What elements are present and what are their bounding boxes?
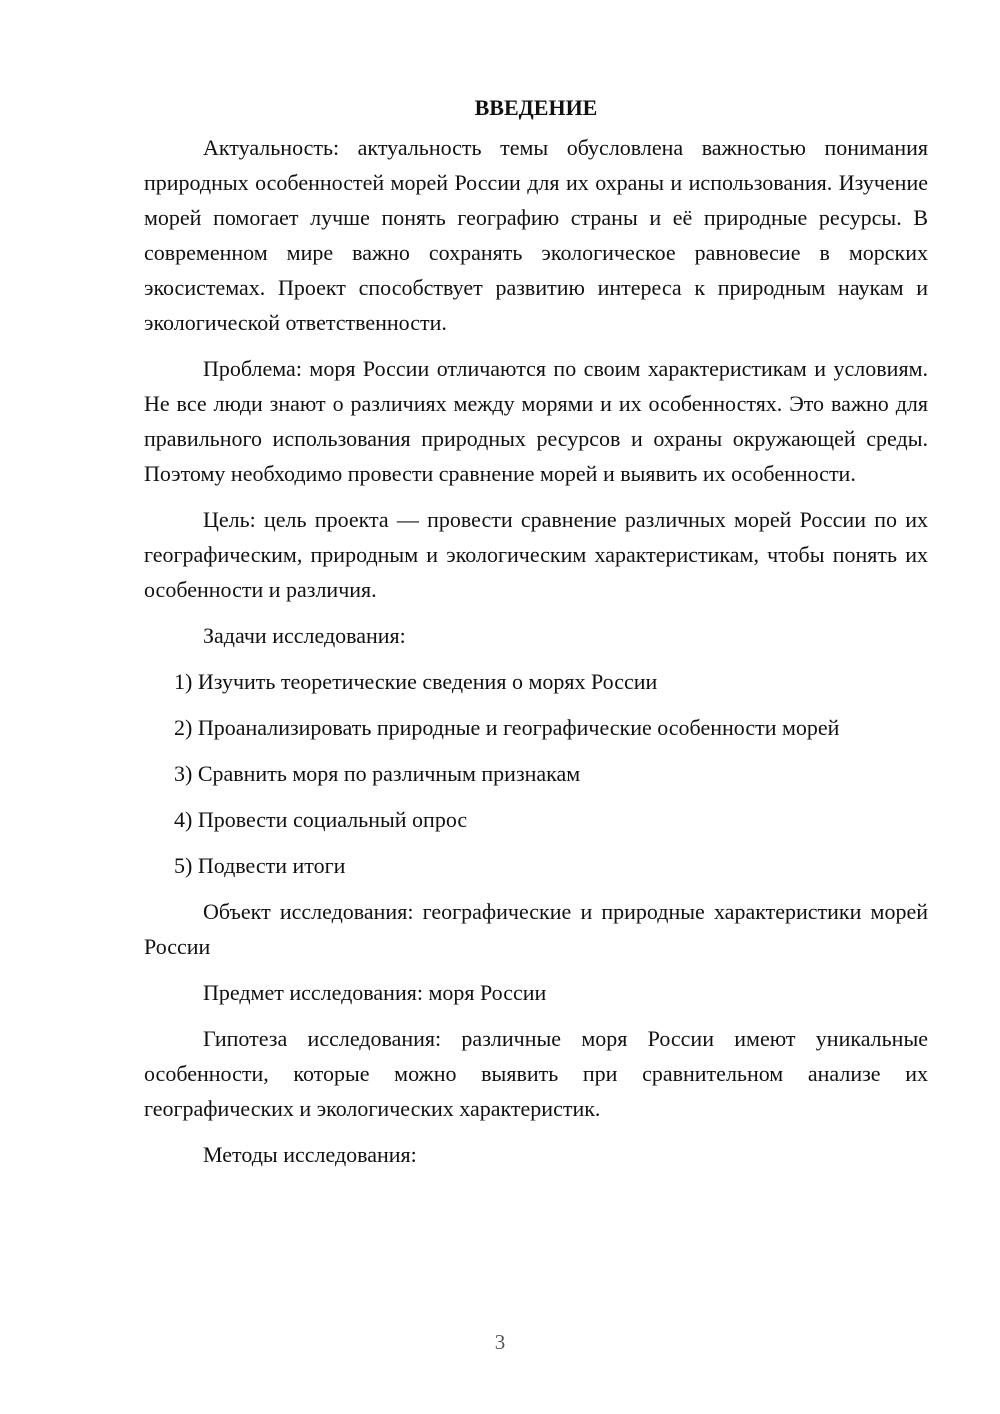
subject-paragraph: Предмет исследования: моря России	[203, 980, 547, 1005]
document-page	[144, 90, 928, 1183]
tasks-heading: Задачи исследования:	[203, 623, 406, 648]
task-item-5: 5) Подвести итоги	[174, 853, 346, 878]
methods-heading: Методы исследования:	[203, 1142, 417, 1167]
goal-paragraph: Цель: цель проекта — провести сравнение различных морей России по их географическим, природным и экологическим характеристикам, чтобы понять их особенности и различия.	[144, 507, 928, 602]
page-title: ВВЕДЕНИЕ	[474, 95, 598, 120]
relevance-paragraph: Актуальность: актуальность темы обусловлена важностью понимания природных особенностей морей России для их охраны и использования. Изучение морей помогает лучше понять географию страны и её природные ресурсы. В современном мире важно сохранять экологическое равновесие в морских экосистемах. Проект способствует развитию интереса к природным наукам и экологической ответственности.	[144, 135, 928, 335]
problem-paragraph: Проблема: моря России отличаются по своим характеристикам и условиям. Не все люди знают о различиях между морями и их особенностях. Это важно для правильного использования природных ресурсов и охраны окружающей среды. Поэтому необходимо провести сравнение морей и выявить их особенности.	[144, 356, 928, 486]
page-number: 3	[494, 1330, 506, 1354]
task-item-4: 4) Провести социальный опрос	[174, 807, 468, 832]
task-item-3: 3) Сравнить моря по различным признакам	[174, 761, 581, 786]
hypothesis-paragraph: Гипотеза исследования: различные моря России имеют уникальные особенности, которые можно выявить при сравнительном анализе их географических и экологических характеристик.	[144, 1026, 928, 1121]
task-item-2: 2) Проанализировать природные и географические особенности морей	[174, 715, 840, 740]
object-paragraph: Объект исследования: географические и природные характеристики морей России	[144, 899, 928, 959]
task-item-1: 1) Изучить теоретические сведения о морях России	[174, 669, 658, 694]
